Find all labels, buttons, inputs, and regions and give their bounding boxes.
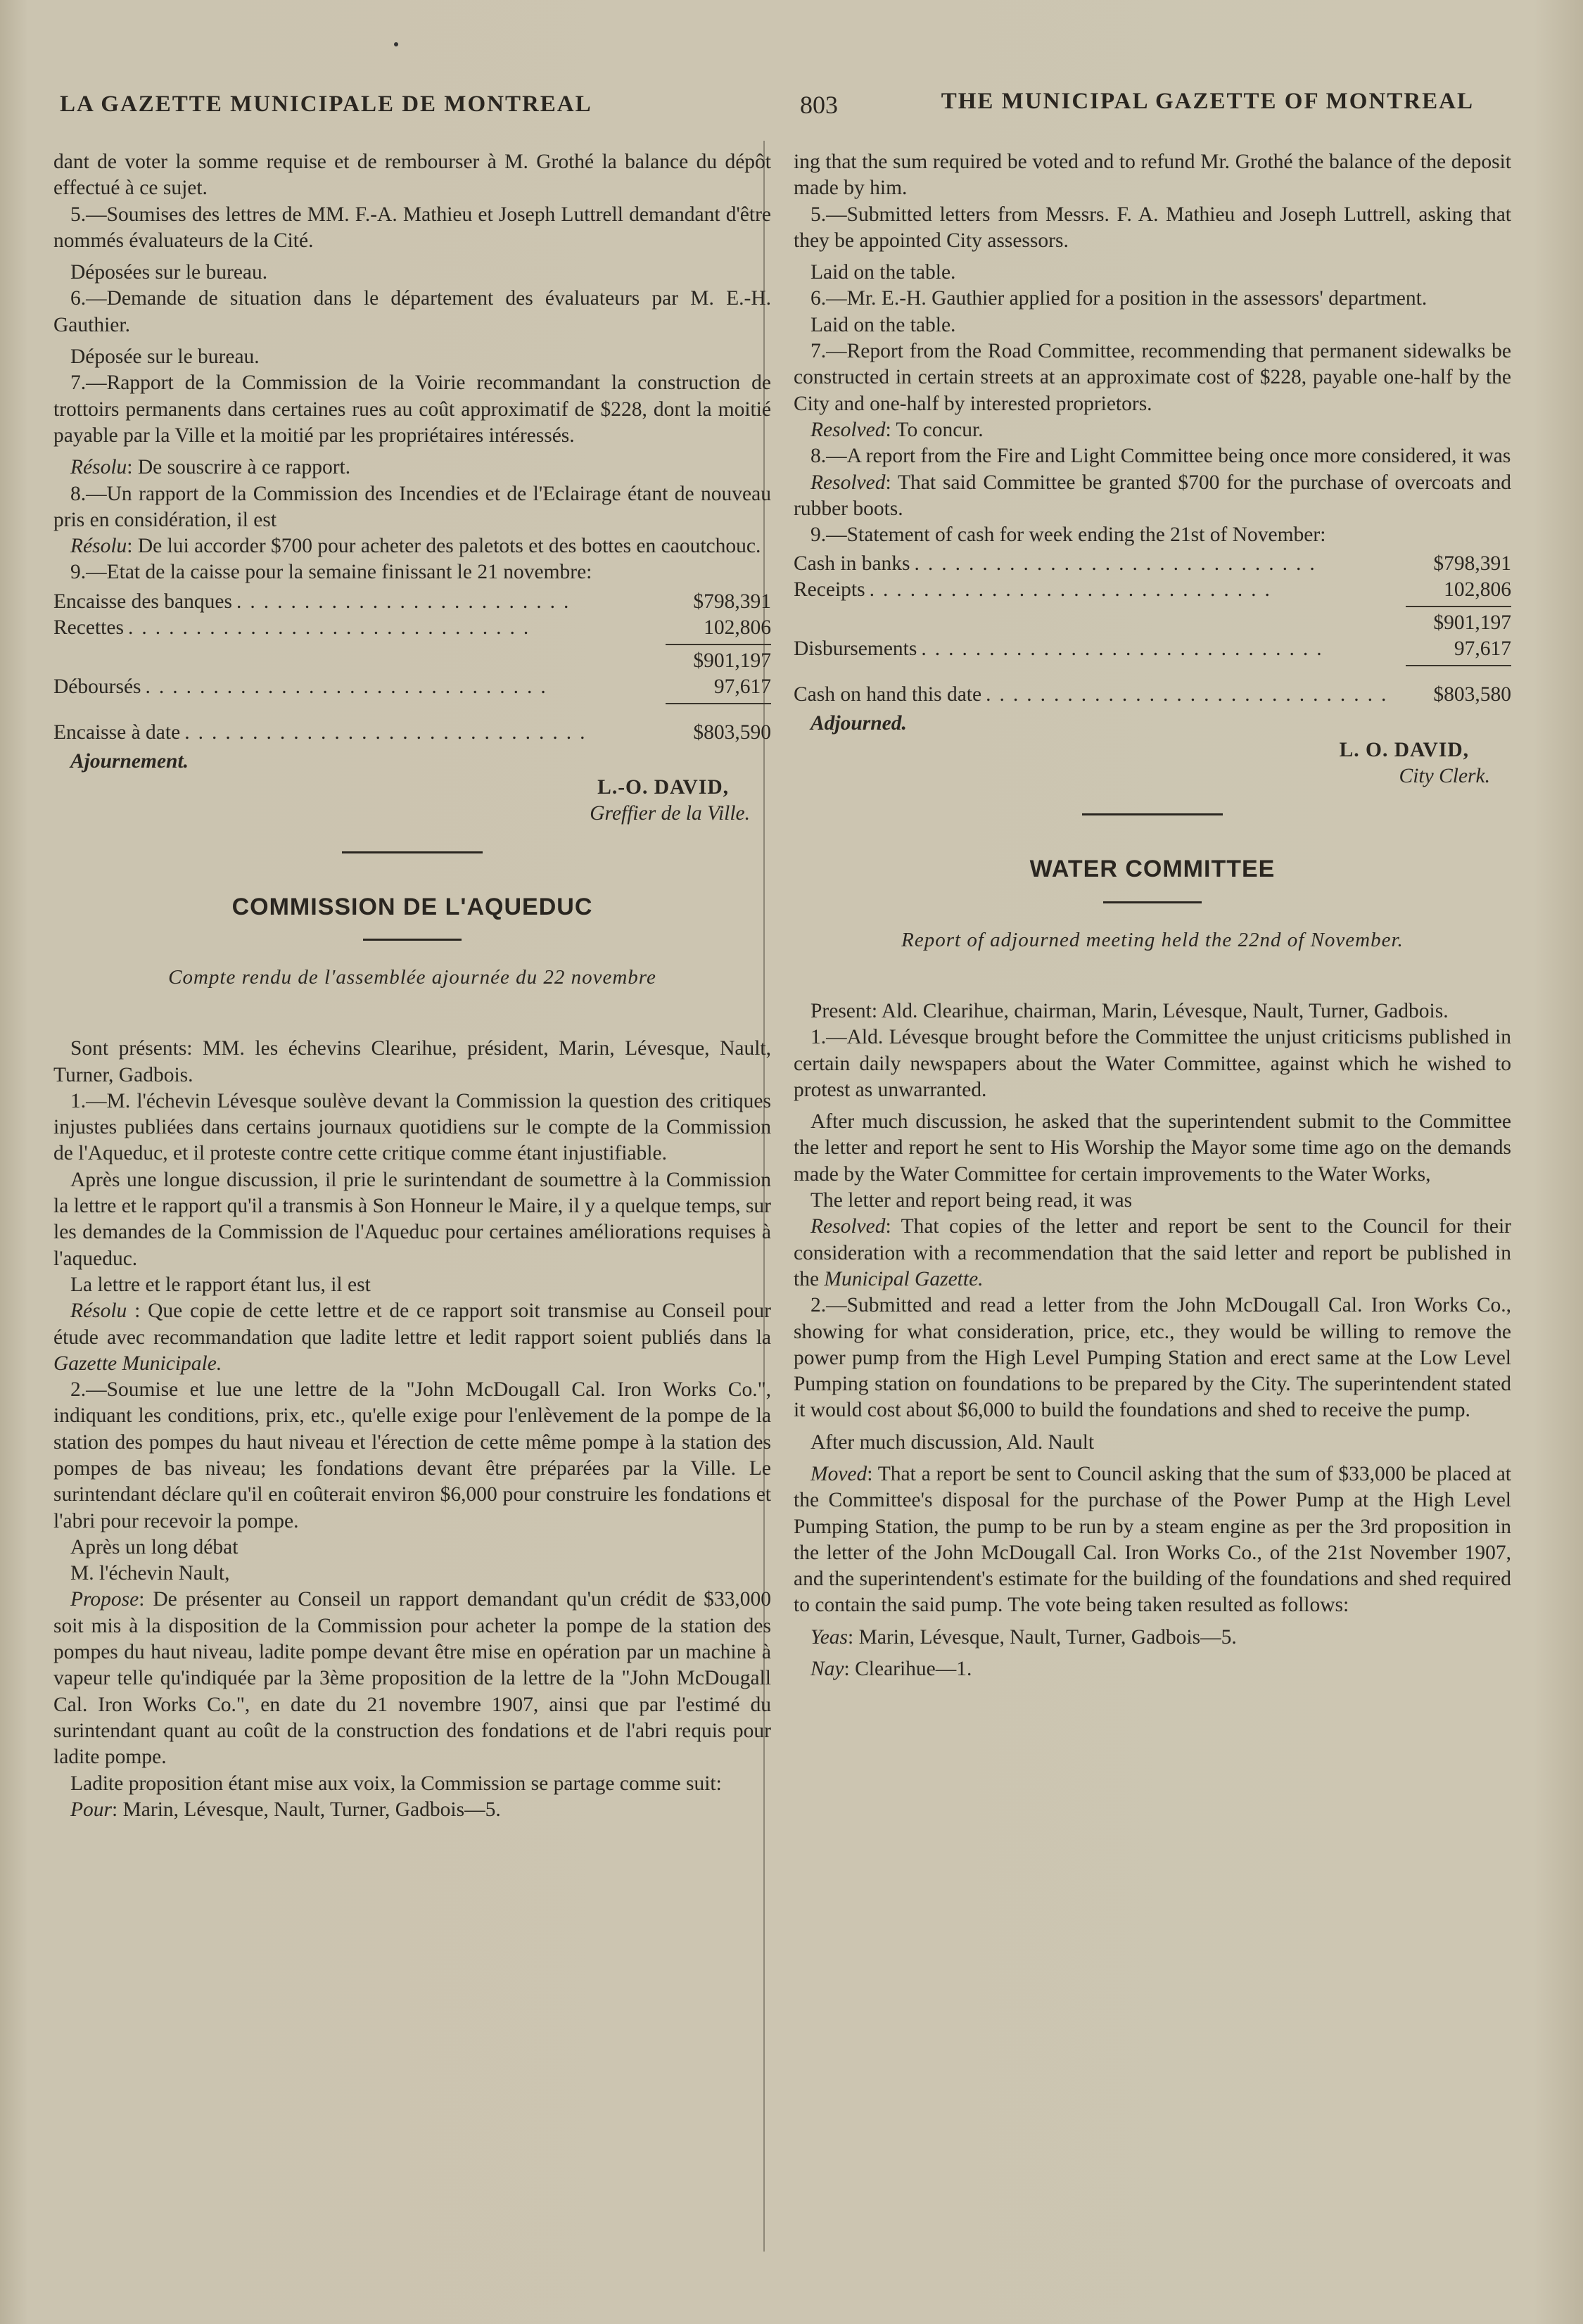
leader-dots: .............................. xyxy=(127,616,538,639)
leader-dots: .............................. xyxy=(921,637,1330,661)
resolution-label: Résolu xyxy=(70,1300,127,1323)
ledger-label: Déboursés xyxy=(53,675,141,698)
paragraph: Laid on the table. xyxy=(810,313,956,336)
resolution-text: : To concur. xyxy=(885,418,984,441)
page-number: 803 xyxy=(800,91,838,119)
signature-title: Greffier de la Ville. xyxy=(590,802,750,825)
paragraph: 6.—Demande de situation dans le département des évaluateurs par M. E.-H. Gauthier. xyxy=(53,287,771,336)
section-subtitle: Report of adjourned meeting held the 22nd of November. xyxy=(901,928,1404,951)
ledger-label: Encaisse à date xyxy=(53,720,181,744)
resolution-text: : De souscrire à ce rapport. xyxy=(127,456,351,479)
ledger-amount: $798,391 xyxy=(693,590,771,613)
resolution-text: : Que copie de cette lettre et de ce rapport soit transmise au Conseil pour étude avec recommandation que ladite lettre et ledit rapport soient publiés dans la xyxy=(53,1300,771,1349)
ledger-amount: 102,806 xyxy=(1444,578,1511,602)
vote-line xyxy=(53,1797,771,1823)
paragraph: 7.—Report from the Road Committee, recommending that permanent sidewalks be constructed in certain streets at an approximate cost of $228, payable one-half by the City and one-half by interested proprietors. xyxy=(794,340,1511,415)
ledger-amount: $803,580 xyxy=(1433,683,1511,706)
section-rule xyxy=(1082,813,1223,815)
signature-title: City Clerk. xyxy=(1399,765,1490,788)
motion-label: Propose xyxy=(70,1588,139,1611)
paragraph: Déposées sur le bureau. xyxy=(70,261,268,284)
paragraph: 2.—Soumise et lue une lettre de la "John McDougall Cal. Iron Works Co.", indiquant les conditions, prix, etc., qu'elle exige pour l'enlèvement de la pompe de la station des pompes du haut niveau et l'érection de cette même pompe à la station des pompes de bas niveau; les fondations devant être préparées par la Ville. Le surintendant déclare qu'il en coûterait environ $6,000 pour construire les fondations et l'abri pour recevoir la pompe. xyxy=(53,1378,771,1532)
section-title: WATER COMMITTEE xyxy=(1029,856,1276,883)
print-speck xyxy=(394,42,398,46)
ledger-row xyxy=(53,674,771,700)
resolution xyxy=(53,455,771,481)
resolution xyxy=(794,470,1511,523)
leader-dots: .............................. xyxy=(914,552,1323,576)
header-english-title: THE MUNICIPAL GAZETTE OF MONTREAL xyxy=(941,89,1474,114)
paragraph: Present: Ald. Clearihue, chairman, Marin, Lévesque, Nault, Turner, Gadbois. xyxy=(810,999,1449,1022)
motion-text: : De présenter au Conseil un rapport demandant qu'un crédit de $33,000 soit mis à la disposition de la Commission pour acheter la pompe de la station des pompes du haut niveau, ladite pompe devant être mise en opération par un machine à vapeur telle qu'indiquée par la 3ème proposition de la lettre de la "John McDougall Cal. Iron Works Co.", en date du 21 novembre 1907, ainsi que par l'estimé du surintendant quant au coût de la construction des fondations et de l'abri requis pour ladite pompe. xyxy=(53,1588,771,1769)
section-subtitle: Compte rendu de l'assemblée ajournée du 22 novembre xyxy=(168,965,656,989)
ledger-row xyxy=(53,720,771,746)
sum-rule xyxy=(1406,665,1511,666)
resolution-text: : De lui accorder $700 pour acheter des paletots et des bottes en caoutchouc. xyxy=(127,535,761,558)
resolution xyxy=(53,1298,771,1377)
resolution-label: Résolu xyxy=(70,456,127,479)
paragraph: 5.—Submitted letters from Messrs. F. A. Mathieu and Joseph Luttrell, asking that they be appointed City assessors. xyxy=(794,203,1511,252)
ledger-amount: 97,617 xyxy=(1454,637,1511,661)
english-column xyxy=(794,149,1511,1682)
vote-label: Nay xyxy=(810,1658,844,1681)
paragraph: ing that the sum required be voted and to refund Mr. Grothé the balance of the deposit made by him. xyxy=(794,151,1511,200)
paragraph: dant de voter la somme requise et de rembourser à M. Grothé la balance du dépôt effectué à ce sujet. xyxy=(53,151,771,200)
motion xyxy=(794,1461,1511,1619)
section-title: COMMISSION DE L'AQUEDUC xyxy=(231,893,593,920)
resolution-label: Résolu xyxy=(70,535,127,558)
resolution-label: Resolved xyxy=(810,1215,886,1238)
resolution xyxy=(794,417,1511,443)
paragraph: 9.—Etat de la caisse pour la semaine finissant le 21 novembre: xyxy=(70,561,592,584)
paragraph: La lettre et le rapport étant lus, il est xyxy=(70,1273,371,1296)
adjournment: Ajournement. xyxy=(70,749,189,773)
header-french-title: LA GAZETTE MUNICIPALE DE MONTREAL xyxy=(60,91,592,117)
cash-ledger xyxy=(794,551,1511,708)
paragraph: M. l'échevin Nault, xyxy=(70,1562,230,1585)
ledger-amount: $798,391 xyxy=(1433,552,1511,576)
paragraph: 8.—A report from the Fire and Light Committee being once more considered, it was xyxy=(810,445,1511,468)
gazette-name: Municipal Gazette. xyxy=(824,1267,984,1290)
vote-label: Yeas xyxy=(810,1625,848,1649)
motion-text: : That a report be sent to Council asking that the sum of $33,000 be placed at the Committee's disposal for the purchase of the Power Pump at the High Level Pumping Station, the pump to be run by a steam engine as per the 3rd proposition in the letter of the John McDougall Cal. Iron Works Co., of the 21st November 1907, and the superintendent's estimate for the building of the foundations and shed required to contain the said pump. The vote being taken resulted as follows: xyxy=(794,1462,1511,1617)
resolution-text: : That said Committee be granted $700 for the purchase of overcoats and rubber boots. xyxy=(794,471,1511,520)
paragraph: Ladite proposition étant mise aux voix, la Commission se partage comme suit: xyxy=(70,1772,722,1795)
paragraph: 6.—Mr. E.-H. Gauthier applied for a position in the assessors' department. xyxy=(810,287,1428,310)
resolution xyxy=(53,533,771,559)
leader-dots: .............................. xyxy=(145,675,554,698)
french-column xyxy=(53,149,771,1823)
ledger-label: Encaisse des banques xyxy=(53,590,232,613)
page-header xyxy=(60,86,1474,122)
gazette-name: Gazette Municipale. xyxy=(53,1352,222,1375)
paragraph: 1.—Ald. Lévesque brought before the Committee the unjust criticisms published in certain daily newspapers about the Water Committee, against which he wished to protest as unwarranted. xyxy=(794,1026,1511,1101)
vote-label: Pour xyxy=(70,1798,112,1821)
vote-line xyxy=(794,1625,1511,1651)
paragraph: 7.—Rapport de la Commission de la Voirie recommandant la construction de trottoirs permanents dans certaines rues au coût approximatif de $228, dont la moitié payable par la Ville et la moitié par les propriétaires intéressés. xyxy=(53,372,771,447)
ledger-amount: $901,197 xyxy=(693,649,771,672)
leader-dots: .............................. xyxy=(184,720,594,744)
ledger-label: Cash on hand this date xyxy=(794,683,982,706)
paragraph: Laid on the table. xyxy=(810,261,956,284)
paragraph: After much discussion, he asked that the superintendent submit to the Committee the letter and report he sent to His Worship the Mayor some time ago on the demands made by the Water Committee for certain improvements to the Water Works, xyxy=(794,1110,1511,1186)
ledger-amount: 97,617 xyxy=(713,675,771,698)
section-rule xyxy=(342,851,483,853)
title-rule xyxy=(1103,901,1202,903)
motion-label: Moved xyxy=(810,1462,867,1485)
vote-text: : Clearihue—1. xyxy=(844,1658,972,1681)
ledger-amount: $803,590 xyxy=(693,720,771,744)
ledger-label: Disbursements xyxy=(794,637,917,661)
title-rule xyxy=(363,939,462,941)
signature-name: L. O. DAVID, xyxy=(1339,738,1469,761)
paragraph: 9.—Statement of cash for week ending the 21st of November: xyxy=(810,523,1326,547)
resolution-label: Resolved xyxy=(810,418,886,441)
paragraph: 1.—M. l'échevin Lévesque soulève devant la Commission la question des critiques injustes publiées dans certains journaux quotidiens sur le compte de la Commission de l'Aqueduc, et il proteste contre cette critique comme étant injustifiable. xyxy=(53,1089,771,1165)
ledger-row xyxy=(53,648,771,674)
paragraph: After much discussion, Ald. Nault xyxy=(810,1430,1095,1454)
ledger-label: Cash in banks xyxy=(794,552,910,576)
leader-dots: .............................. xyxy=(986,683,1395,706)
vote-line xyxy=(794,1656,1511,1682)
signature-name: L.-O. DAVID, xyxy=(597,776,729,799)
adjournment: Adjourned. xyxy=(810,712,907,735)
paragraph: 2.—Submitted and read a letter from the John McDougall Cal. Iron Works Co., showing for what consideration, price, etc., they would be willing to remove the power pump from the High Level Pumping Station and erect same at the Low Level Pumping station on foundations to be prepared by the City. The superintendent stated it would cost about $6,000 to build the foundations and shed to receive the pump. xyxy=(794,1294,1511,1422)
sum-rule xyxy=(1406,606,1511,607)
paragraph: The letter and report being read, it was xyxy=(810,1189,1133,1212)
paragraph: 5.—Soumises des lettres de MM. F.-A. Mathieu et Joseph Luttrell demandant d'être nommés évaluateurs de la Cité. xyxy=(53,203,771,252)
ledger-label: Recettes xyxy=(53,616,124,639)
paragraph: Déposée sur le bureau. xyxy=(70,345,260,369)
ledger-row xyxy=(53,589,771,615)
ledger-row xyxy=(794,636,1511,662)
ledger-label: Receipts xyxy=(794,578,865,602)
resolution-text: : That copies of the letter and report be sent to the Council for their consideration with a recommendation that the said letter and report be published in the xyxy=(794,1215,1511,1290)
ledger-amount: $901,197 xyxy=(1433,611,1511,635)
ledger-row xyxy=(53,615,771,641)
leader-dots: .............................. xyxy=(869,578,1278,602)
vote-text: : Marin, Lévesque, Nault, Turner, Gadbois—5. xyxy=(112,1798,501,1821)
sum-rule xyxy=(666,644,771,645)
motion xyxy=(53,1587,771,1770)
ledger-row xyxy=(794,577,1511,603)
paragraph: Sont présents: MM. les échevins Clearihue, président, Marin, Lévesque, Nault, Turner, Gadbois. xyxy=(53,1037,771,1086)
cash-ledger xyxy=(53,589,771,746)
sum-rule xyxy=(666,703,771,704)
paragraph: 8.—Un rapport de la Commission des Incendies et de l'Eclairage étant de nouveau pris en considération, il est xyxy=(53,482,771,531)
resolution-label: Resolved xyxy=(810,471,886,494)
ledger-row xyxy=(794,551,1511,577)
vote-text: : Marin, Lévesque, Nault, Turner, Gadbois—5. xyxy=(848,1625,1237,1649)
resolution xyxy=(794,1214,1511,1293)
ledger-amount: 102,806 xyxy=(704,616,771,639)
ledger-row xyxy=(794,610,1511,636)
leader-dots: ......................... xyxy=(236,590,578,613)
paragraph: Après un long débat xyxy=(70,1535,239,1558)
ledger-row xyxy=(794,682,1511,708)
paragraph: Après une longue discussion, il prie le surintendant de soumettre à la Commission la lettre et le rapport qu'il a transmis à Son Honneur le Maire, il y a quelque temps, sur les demandes de la Commission de l'Aqueduc pour certaines améliorations requises à l'aqueduc. xyxy=(53,1168,771,1270)
